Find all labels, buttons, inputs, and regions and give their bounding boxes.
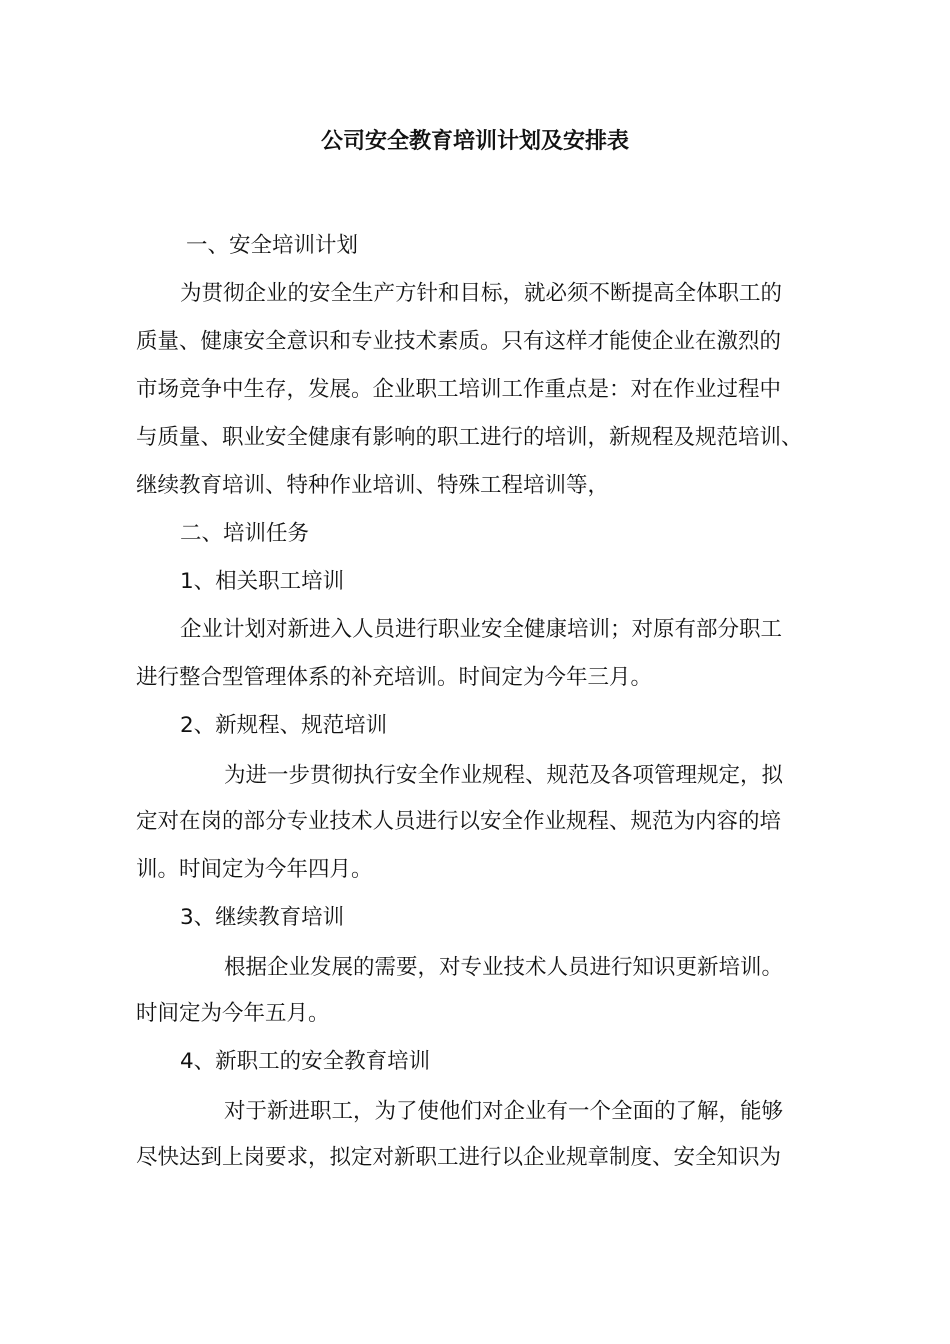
paragraph-line: 时间定为今年五月。 (136, 1001, 330, 1026)
section-heading: 二、培训任务 (180, 521, 310, 546)
section-heading: 一、安全培训计划 (186, 233, 359, 258)
paragraph-line: 为贯彻企业的安全生产方针和目标，就必须不断提高全体职工的 (180, 281, 783, 306)
paragraph-line: 为进一步贯彻执行安全作业规程、规范及各项管理规定，拟 (224, 763, 784, 788)
paragraph-line: 定对在岗的部分专业技术人员进行以安全作业规程、规范为内容的培 (136, 809, 782, 834)
subsection-heading: 4、新职工的安全教育培训 (180, 1049, 431, 1074)
paragraph-line: 企业计划对新进入人员进行职业安全健康培训；对原有部分职工 (180, 617, 783, 642)
subsection-heading: 1、相关职工培训 (180, 569, 345, 594)
paragraph-line: 对于新进职工，为了使他们对企业有一个全面的了解，能够 (224, 1099, 784, 1124)
paragraph-line: 训。时间定为今年四月。 (136, 857, 373, 882)
paragraph-line: 根据企业发展的需要，对专业技术人员进行知识更新培训。 (224, 955, 784, 980)
paragraph-line: 与质量、职业安全健康有影响的职工进行的培训，新规程及规范培训、 (136, 425, 803, 450)
paragraph-line: 进行整合型管理体系的补充培训。时间定为今年三月。 (136, 665, 653, 690)
paragraph-line: 市场竞争中生存，发展。企业职工培训工作重点是：对在作业过程中 (136, 377, 782, 402)
subsection-heading: 2、新规程、规范培训 (180, 713, 388, 738)
paragraph-line: 继续教育培训、特种作业培训、特殊工程培训等， (136, 473, 610, 498)
subsection-heading: 3、继续教育培训 (180, 905, 345, 930)
paragraph-line: 尽快达到上岗要求，拟定对新职工进行以企业规章制度、安全知识为 (136, 1145, 782, 1170)
paragraph-line: 质量、健康安全意识和专业技术素质。只有这样才能使企业在激烈的 (136, 329, 782, 354)
document-title: 公司安全教育培训计划及安排表 (320, 129, 629, 154)
